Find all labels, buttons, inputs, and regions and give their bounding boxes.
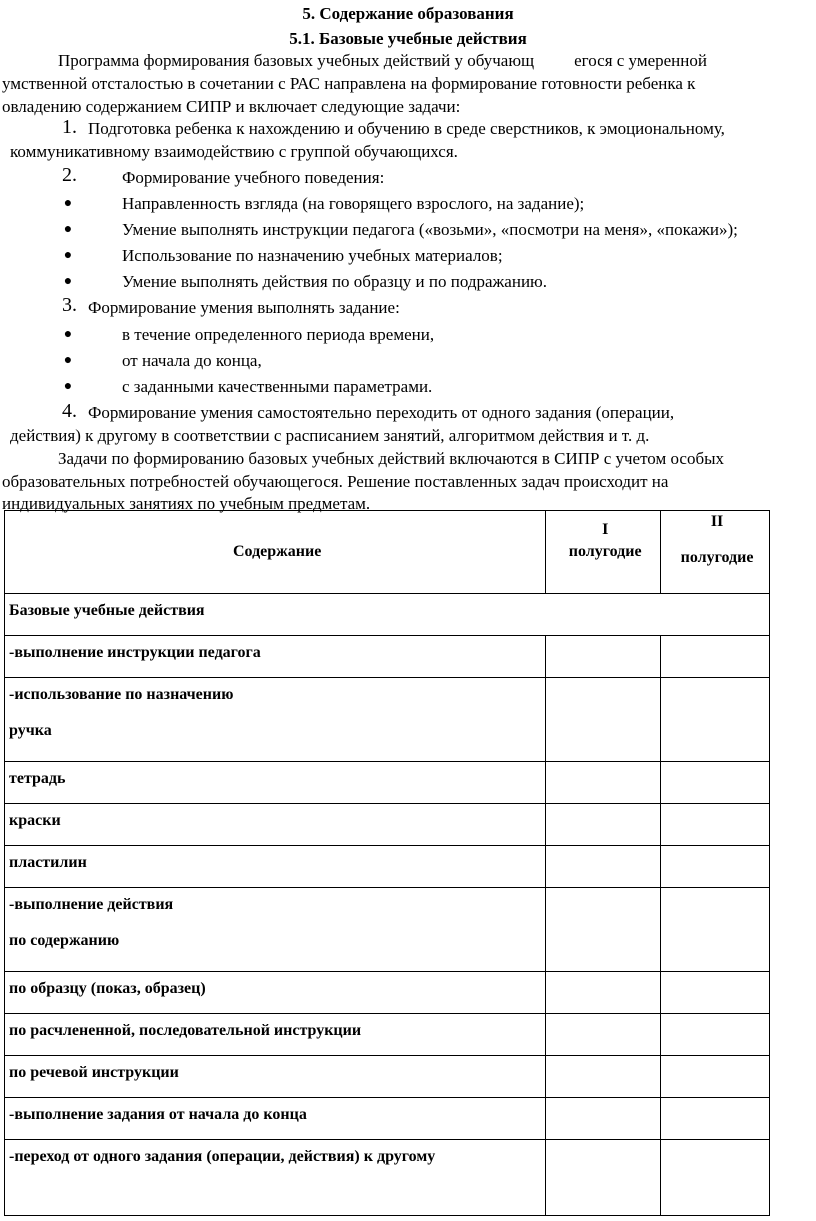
- table-row: [5, 762, 770, 804]
- task-3-text: Формирование умения выполнять задание:: [88, 298, 400, 317]
- task-3-item-2: от начала до конца,: [122, 351, 262, 370]
- bullet-icon: ●: [63, 222, 73, 237]
- intro-paragraph: [2, 49, 810, 118]
- sem2-cell: [661, 1014, 770, 1056]
- row-label: пластилин: [9, 854, 87, 871]
- section-title-cell: [5, 594, 770, 636]
- table-row: [5, 1014, 770, 1056]
- task-2-item-2: Умение выполнять инструкции педагога («возьми», «посмотри на меня», «покажи»);: [122, 220, 738, 239]
- table-section-row: [5, 594, 770, 636]
- bullet-icon: ●: [63, 327, 73, 342]
- row-label-sub: ручка: [9, 722, 52, 739]
- sem1-cell: [546, 888, 661, 972]
- task-3-number: 3.: [62, 294, 77, 316]
- sem2-cell: [661, 888, 770, 972]
- table-cell: [5, 636, 546, 678]
- header-sem1-label: полугодие: [568, 543, 642, 560]
- sem2-cell: [661, 1098, 770, 1140]
- bullet-icon: ●: [63, 248, 73, 263]
- row-label: -выполнение инструкции педагога: [9, 644, 261, 661]
- sem1-cell: [546, 762, 661, 804]
- sem1-cell: [546, 1140, 661, 1216]
- sem2-cell: [661, 804, 770, 846]
- table-cell: [5, 1056, 546, 1098]
- header-sem1-num: I: [602, 521, 609, 538]
- sem1-cell: [546, 1014, 661, 1056]
- header-semester-1: [546, 511, 661, 594]
- task-2-text: Формирование учебного поведения:: [122, 168, 385, 187]
- row-label: -использование по назначению: [9, 686, 234, 703]
- outro-line-2: образовательных потребностей обучающегося. Решение поставленных задач происходит на: [2, 472, 669, 491]
- task-2-item-4: Умение выполнять действия по образцу и по подражанию.: [122, 272, 547, 291]
- table-header-row: [5, 511, 770, 594]
- bullet-icon: ●: [63, 274, 73, 289]
- task-1-text-line1: Подготовка ребенка к нахождению и обучению в среде сверстников, к эмоциональному,: [88, 119, 725, 138]
- bullet-icon: ●: [63, 353, 73, 368]
- outro-line-3: индивидуальных занятиях по учебным предметам.: [2, 494, 371, 513]
- sem1-cell: [546, 972, 661, 1014]
- table-row: [5, 804, 770, 846]
- sem2-cell: [661, 846, 770, 888]
- row-label: тетрадь: [9, 770, 66, 787]
- header-sem2-num: II: [710, 513, 724, 530]
- table-cell: [5, 846, 546, 888]
- bullet-icon: ●: [63, 379, 73, 394]
- task-4-text-line1: Формирование умения самостоятельно переходить от одного задания (операции,: [88, 403, 675, 422]
- table-row: [5, 636, 770, 678]
- row-label: по образцу (показ, образец): [9, 980, 206, 997]
- subsection-heading: 5.1. Базовые учебные действия: [289, 29, 527, 48]
- task-2-item-3: Использование по назначению учебных материалов;: [122, 246, 503, 265]
- bullet-icon: ●: [63, 196, 73, 211]
- section-heading: 5. Содержание образования: [302, 4, 514, 23]
- table-cell: [5, 888, 546, 972]
- table-row: [5, 888, 770, 972]
- row-label: -выполнение задания от начала до конца: [9, 1106, 307, 1123]
- table-cell: [5, 1098, 546, 1140]
- task-2-number: 2.: [62, 164, 77, 186]
- header-semester-2: [661, 511, 770, 594]
- table-row: [5, 678, 770, 762]
- table-cell: [5, 1140, 546, 1216]
- table-cell: [5, 762, 546, 804]
- header-content: Содержание: [5, 511, 546, 594]
- table-row: [5, 1056, 770, 1098]
- task-2-item-1: Направленность взгляда (на говорящего взрослого, на задание);: [122, 194, 585, 213]
- header-sem2-label: полугодие: [680, 549, 754, 566]
- intro-line-2: умственной отсталостью в сочетании с РАС направлена на формирование готовности ребенка к: [2, 74, 696, 93]
- sem2-cell: [661, 762, 770, 804]
- row-label: краски: [9, 812, 61, 829]
- sem1-cell: [546, 804, 661, 846]
- sem2-cell: [661, 1056, 770, 1098]
- table-cell: [5, 972, 546, 1014]
- row-label: -выполнение действия: [9, 896, 174, 913]
- intro-line-1a: Программа формирования базовых учебных действий у обучающ: [58, 51, 535, 70]
- sem2-cell: [661, 636, 770, 678]
- table-row: [5, 846, 770, 888]
- task-4-number: 4.: [62, 400, 77, 422]
- table-row: [5, 972, 770, 1014]
- table-cell: [5, 1014, 546, 1056]
- sem2-cell: [661, 1140, 770, 1216]
- section-title: Базовые учебные действия: [9, 602, 205, 619]
- table-cell: [5, 804, 546, 846]
- row-label: -переход от одного задания (операции, действия) к другому: [9, 1148, 436, 1165]
- row-label: по расчлененной, последовательной инструкции: [9, 1022, 362, 1039]
- task-3-item-3: с заданными качественными параметрами.: [122, 377, 433, 396]
- row-label: по речевой инструкции: [9, 1064, 179, 1081]
- outro-line-1: Задачи по формированию базовых учебных действий включаются в СИПР с учетом особых: [58, 449, 725, 468]
- table-row: [5, 1098, 770, 1140]
- sem1-cell: [546, 1056, 661, 1098]
- sem1-cell: [546, 678, 661, 762]
- table-row: [5, 1140, 770, 1216]
- sem2-cell: [661, 678, 770, 762]
- intro-line-1b: егося с умеренной: [574, 51, 707, 70]
- skills-table: [4, 510, 770, 1216]
- sem1-cell: [546, 846, 661, 888]
- task-1-number: 1.: [62, 116, 77, 138]
- task-3-item-1: в течение определенного периода времени,: [122, 325, 435, 344]
- task-1-text-line2: коммуникативному взаимодействию с группой обучающихся.: [10, 142, 458, 161]
- sem1-cell: [546, 1098, 661, 1140]
- row-label-sub: по содержанию: [9, 932, 120, 949]
- table-cell: [5, 678, 546, 762]
- intro-line-3: овладению содержанием СИПР и включает следующие задачи:: [2, 97, 461, 116]
- sem2-cell: [661, 972, 770, 1014]
- sem1-cell: [546, 636, 661, 678]
- task-4-text-line2: действия) к другому в соответствии с расписанием занятий, алгоритмом действия и т. д.: [10, 426, 650, 445]
